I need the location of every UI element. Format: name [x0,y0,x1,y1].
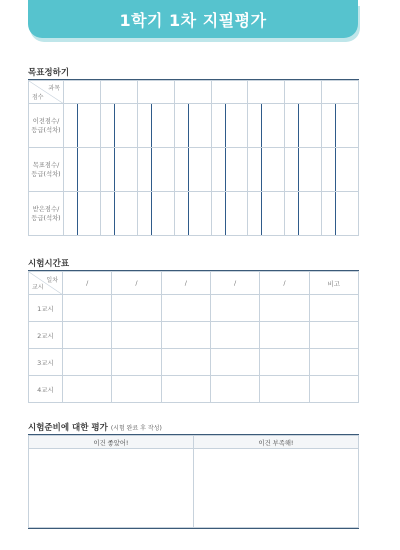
period-label: 4교시 [29,376,63,403]
row-label-line2: 등급(석차) [31,214,61,222]
subject-header-cell[interactable] [64,81,101,104]
grade-cell[interactable] [262,192,285,236]
remark-header: 비고 [309,272,358,295]
goals-row-label [29,192,64,236]
grade-cell[interactable] [151,148,174,192]
score-cell[interactable] [137,192,151,236]
schedule-cell[interactable] [63,322,112,349]
score-cell[interactable] [285,104,299,148]
review-lacking-cell[interactable] [194,449,359,528]
score-cell[interactable] [137,104,151,148]
day-date-cell[interactable]: / [260,272,309,295]
subject-header-cell[interactable] [100,81,137,104]
review-title-text: 시험준비에 대한 평가 [28,423,108,433]
subject-header-cell[interactable] [322,81,359,104]
score-cell[interactable] [174,148,188,192]
goals-row-label [29,104,64,148]
score-cell[interactable] [174,104,188,148]
schedule-cell[interactable] [260,295,309,322]
schedule-cell[interactable] [309,376,358,403]
score-cell[interactable] [64,148,78,192]
grade-cell[interactable] [262,104,285,148]
grade-cell[interactable] [336,148,359,192]
period-label: 1교시 [29,295,63,322]
score-cell[interactable] [211,192,225,236]
goals-corner [29,81,63,103]
score-cell[interactable] [322,192,336,236]
schedule-corner [29,272,62,294]
schedule-cell[interactable] [210,322,259,349]
grade-cell[interactable] [225,192,248,236]
schedule-cell[interactable] [309,295,358,322]
schedule-cell[interactable] [161,349,210,376]
goals-corner-cell [29,81,64,104]
score-cell[interactable] [285,148,299,192]
page-title: 1학기 1차 지필평가 [119,10,267,30]
day-date-cell[interactable]: / [161,272,210,295]
review-note: (시험 완료 후 작성) [110,425,162,432]
score-cell[interactable] [248,192,262,236]
subject-header-cell[interactable] [248,81,285,104]
schedule-cell[interactable] [161,322,210,349]
corner-subject-label: 과목 [48,85,60,92]
schedule-cell[interactable] [161,376,210,403]
schedule-cell[interactable] [210,376,259,403]
score-cell[interactable] [100,192,114,236]
row-label-line1: 받은점수/ [32,205,60,213]
schedule-cell[interactable] [309,322,358,349]
grade-cell[interactable] [336,192,359,236]
header-bar [28,0,358,38]
schedule-section-title: 시험시간표 [28,259,70,269]
period-label: 3교시 [29,349,63,376]
day-date-cell[interactable]: / [63,272,112,295]
score-cell[interactable] [64,104,78,148]
corner-day-label: 일차 [46,277,58,284]
schedule-cell[interactable] [210,295,259,322]
grade-cell[interactable] [78,148,101,192]
review-table [28,435,359,528]
grade-cell[interactable] [114,148,137,192]
score-cell[interactable] [100,148,114,192]
header-banner [28,0,358,42]
row-label-line2: 등급(석차) [31,170,61,178]
score-cell[interactable] [64,192,78,236]
grade-cell[interactable] [299,192,322,236]
grade-cell[interactable] [151,192,174,236]
row-label-line1: 이전점수/ [32,117,60,125]
grade-cell[interactable] [78,104,101,148]
grade-cell[interactable] [114,192,137,236]
grade-cell[interactable] [78,192,101,236]
grade-cell[interactable] [262,148,285,192]
score-cell[interactable] [322,104,336,148]
grade-cell[interactable] [225,104,248,148]
review-good-header: 이건 좋았어! [29,436,194,449]
score-cell[interactable] [285,192,299,236]
day-date-cell[interactable]: / [210,272,259,295]
review-lacking-header: 이건 부족해! [194,436,359,449]
goals-table [28,80,359,236]
subject-header-cell[interactable] [211,81,248,104]
subject-header-cell[interactable] [137,81,174,104]
score-cell[interactable] [137,148,151,192]
grade-cell[interactable] [225,148,248,192]
grade-cell[interactable] [299,104,322,148]
schedule-cell[interactable] [112,322,161,349]
score-cell[interactable] [248,104,262,148]
schedule-cell[interactable] [260,322,309,349]
goals-section-title: 목표정하기 [28,68,70,78]
score-cell[interactable] [174,192,188,236]
score-cell[interactable] [211,104,225,148]
grade-cell[interactable] [188,148,211,192]
day-date-cell[interactable]: / [112,272,161,295]
schedule-cell[interactable] [112,349,161,376]
subject-header-cell[interactable] [285,81,322,104]
schedule-cell[interactable] [63,376,112,403]
row-label-line2: 등급(석차) [31,126,61,134]
row-label-line1: 목표점수/ [32,161,60,169]
subject-header-cell[interactable] [174,81,211,104]
schedule-table [28,271,359,403]
grade-cell[interactable] [114,104,137,148]
score-cell[interactable] [248,148,262,192]
corner-period-label: 교시 [32,284,44,291]
review-section-title [28,421,162,433]
grade-cell[interactable] [151,104,174,148]
period-label: 2교시 [29,322,63,349]
review-good-cell[interactable] [29,449,194,528]
review-bottom-rule [28,528,359,529]
grade-cell[interactable] [336,104,359,148]
schedule-cell[interactable] [112,376,161,403]
schedule-cell[interactable] [260,376,309,403]
grade-cell[interactable] [188,104,211,148]
schedule-cell[interactable] [260,349,309,376]
score-cell[interactable] [100,104,114,148]
grade-cell[interactable] [188,192,211,236]
corner-score-label: 점수 [32,94,44,101]
schedule-corner-cell [29,272,63,295]
schedule-cell[interactable] [309,349,358,376]
schedule-cell[interactable] [63,295,112,322]
score-cell[interactable] [322,148,336,192]
score-cell[interactable] [211,148,225,192]
schedule-cell[interactable] [161,295,210,322]
goals-row-label [29,148,64,192]
grade-cell[interactable] [299,148,322,192]
schedule-cell[interactable] [210,349,259,376]
schedule-cell[interactable] [63,349,112,376]
schedule-cell[interactable] [112,295,161,322]
